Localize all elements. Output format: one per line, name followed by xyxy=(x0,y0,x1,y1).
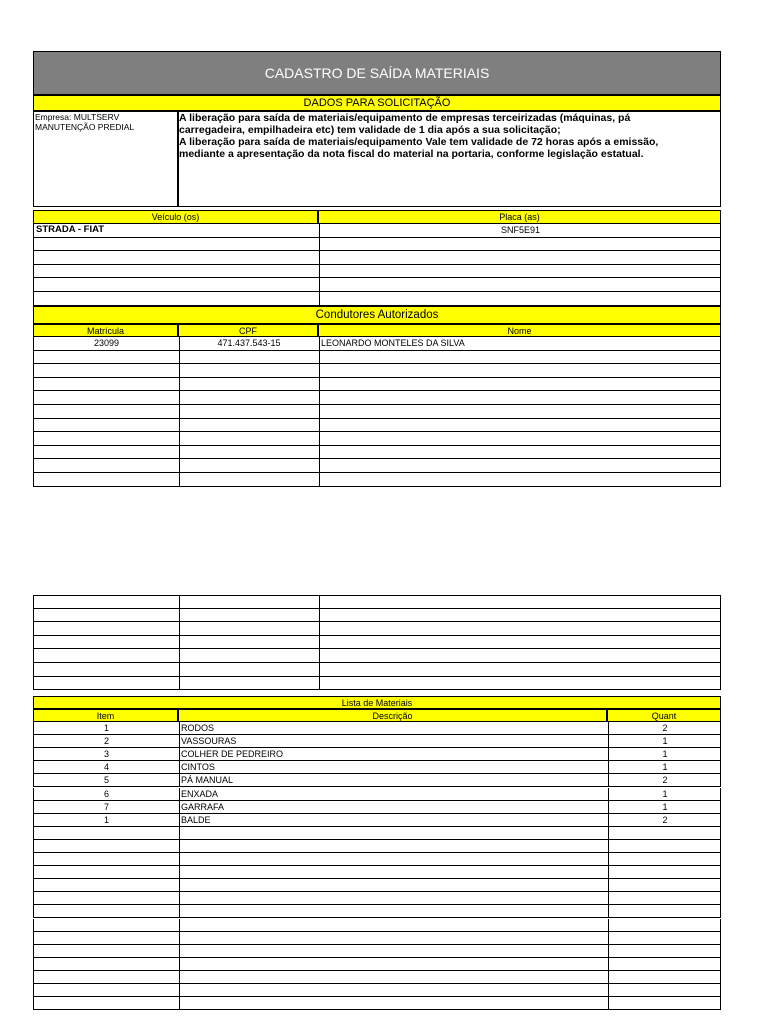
item-cell xyxy=(36,905,177,917)
material-row xyxy=(33,984,721,997)
description-cell: VASSOURAS xyxy=(181,736,237,747)
cpf-column-header: CPF xyxy=(178,324,318,337)
quantity-cell: 2 xyxy=(662,814,668,825)
material-row xyxy=(33,761,721,774)
item-cell xyxy=(36,932,177,944)
driver-row xyxy=(33,459,721,473)
blank-cell xyxy=(181,595,317,608)
name-cell xyxy=(321,473,720,486)
driver-row xyxy=(33,364,721,378)
cpf-cell xyxy=(181,405,317,418)
material-row xyxy=(33,722,721,735)
description-cell xyxy=(181,958,606,970)
blank-row xyxy=(33,595,721,609)
quantity-cell xyxy=(610,879,720,891)
driver-row xyxy=(33,405,721,419)
blank-row xyxy=(33,636,721,650)
material-row xyxy=(33,774,721,787)
item-cell xyxy=(36,827,177,839)
name-cell: LEONARDO MONTELES DA SILVA xyxy=(321,338,465,348)
description-cell xyxy=(181,905,606,917)
name-cell xyxy=(321,446,720,459)
item-cell: 2 xyxy=(103,736,109,747)
quantity-cell xyxy=(610,945,720,957)
blank-cell xyxy=(321,622,720,635)
registration-cell xyxy=(36,391,177,404)
blank-cell xyxy=(181,663,317,676)
vehicle-cell xyxy=(36,265,317,278)
item-cell xyxy=(36,866,177,878)
quantity-cell: 2 xyxy=(662,775,668,786)
description-cell xyxy=(181,892,606,904)
blank-cell xyxy=(321,636,720,649)
cpf-cell: 471.437.543-15 xyxy=(217,338,281,348)
cpf-cell xyxy=(181,391,317,404)
description-cell xyxy=(181,971,606,983)
item-cell: 1 xyxy=(103,814,109,825)
registration-cell xyxy=(36,446,177,459)
blank-cell xyxy=(36,649,177,662)
description-cell xyxy=(181,932,606,944)
vehicle-row xyxy=(33,251,721,265)
material-row xyxy=(33,892,721,905)
blank-cell xyxy=(321,609,720,622)
item-cell: 5 xyxy=(103,775,109,786)
item-cell: 3 xyxy=(103,749,109,760)
material-row xyxy=(33,788,721,801)
quantity-cell xyxy=(610,840,720,852)
plate-cell xyxy=(321,251,720,264)
blank-cell xyxy=(321,663,720,676)
material-row xyxy=(33,748,721,761)
driver-row xyxy=(33,419,721,433)
cpf-cell xyxy=(181,473,317,486)
vehicle-cell xyxy=(36,292,317,305)
item-cell xyxy=(36,984,177,996)
quantity-cell xyxy=(610,984,720,996)
description-cell: COLHER DE PEDREIRO xyxy=(181,749,284,760)
material-row xyxy=(33,997,721,1010)
vehicle-cell: STRADA - FIAT xyxy=(36,224,105,235)
item-cell xyxy=(36,958,177,970)
item-cell xyxy=(36,919,177,931)
description-cell: CINTOS xyxy=(181,762,215,773)
item-cell: 7 xyxy=(103,801,109,812)
blank-row xyxy=(33,649,721,663)
material-row xyxy=(33,840,721,853)
blank-cell xyxy=(181,609,317,622)
blank-row xyxy=(33,663,721,677)
item-cell: 6 xyxy=(103,788,109,799)
registration-cell xyxy=(36,364,177,377)
blank-cell xyxy=(36,663,177,676)
blank-cell xyxy=(181,677,317,690)
description-cell: ENXADA xyxy=(181,788,219,799)
quantity-column-header: Quant xyxy=(607,709,721,722)
plate-cell: SNF5E91 xyxy=(500,225,541,235)
material-row xyxy=(33,853,721,866)
description-cell xyxy=(181,840,606,852)
quantity-cell: 1 xyxy=(662,801,668,812)
company-label: Empresa: MULTSERV MANUTENÇÃO PREDIAL xyxy=(35,112,135,132)
quantity-cell: 1 xyxy=(662,749,668,760)
material-row xyxy=(33,801,721,814)
request-section-title: DADOS PARA SOLICITAÇÃO xyxy=(303,97,451,109)
material-row xyxy=(33,866,721,879)
cpf-cell xyxy=(181,364,317,377)
material-row xyxy=(33,971,721,984)
quantity-cell xyxy=(610,932,720,944)
description-cell xyxy=(181,997,606,1009)
cpf-cell xyxy=(181,446,317,459)
registration-column-header: Matrícula xyxy=(33,324,178,337)
material-row xyxy=(33,919,721,932)
blank-cell xyxy=(321,649,720,662)
material-row xyxy=(33,932,721,945)
description-cell: GARRAFA xyxy=(181,801,225,812)
registration-cell xyxy=(36,459,177,472)
cpf-cell xyxy=(181,432,317,445)
name-cell xyxy=(321,405,720,418)
cpf-cell xyxy=(181,378,317,391)
blank-cell xyxy=(36,677,177,690)
name-cell xyxy=(321,351,720,364)
cpf-cell xyxy=(181,351,317,364)
description-cell xyxy=(181,827,606,839)
quantity-cell xyxy=(610,866,720,878)
notice-line: A liberação para saída de materiais/equipamento de empresas terceirizadas (máquinas, pá xyxy=(179,112,631,124)
driver-row xyxy=(33,473,721,487)
quantity-cell xyxy=(610,958,720,970)
blank-cell xyxy=(181,636,317,649)
item-cell xyxy=(36,971,177,983)
blank-row xyxy=(33,609,721,623)
item-cell: 1 xyxy=(103,723,109,733)
registration-cell xyxy=(36,351,177,364)
drivers-section-title: Condutores Autorizados xyxy=(315,309,439,321)
quantity-cell xyxy=(610,892,720,904)
blank-cell xyxy=(181,622,317,635)
drivers-section-header xyxy=(33,306,721,324)
plate-column-header: Placa (as) xyxy=(318,210,721,224)
item-cell xyxy=(36,853,177,865)
item-cell xyxy=(36,840,177,852)
name-cell xyxy=(321,364,720,377)
driver-row xyxy=(33,432,721,446)
driver-row xyxy=(33,446,721,460)
description-cell xyxy=(181,919,606,931)
validity-notice xyxy=(179,112,719,160)
materials-section-header: Lista de Materiais xyxy=(33,696,721,709)
item-column-header: Item xyxy=(33,709,178,722)
notice-line: A liberação para saída de materiais/equipamento Vale tem validade de 72 horas após a emissão, xyxy=(179,136,659,148)
quantity-cell xyxy=(610,905,720,917)
item-cell xyxy=(36,997,177,1009)
material-row xyxy=(33,814,721,827)
blank-row xyxy=(33,622,721,636)
cpf-cell xyxy=(181,419,317,432)
name-cell xyxy=(321,419,720,432)
vehicle-cell xyxy=(36,238,317,251)
blank-row xyxy=(33,677,721,691)
notice-line: carregadeira, empilhadeira etc) tem validade de 1 dia após a sua solicitação; xyxy=(179,124,561,136)
vehicle-row xyxy=(33,224,721,238)
registration-cell xyxy=(36,473,177,486)
item-cell xyxy=(36,892,177,904)
registration-cell: 23099 xyxy=(93,338,120,348)
registration-cell xyxy=(36,405,177,418)
item-cell xyxy=(36,945,177,957)
vehicle-row xyxy=(33,238,721,252)
description-cell xyxy=(181,879,606,891)
quantity-cell xyxy=(610,971,720,983)
blank-cell xyxy=(36,622,177,635)
item-cell: 4 xyxy=(103,762,109,773)
plate-cell xyxy=(321,292,720,305)
blank-cell xyxy=(36,609,177,622)
quantity-cell: 2 xyxy=(662,723,668,733)
request-section-header xyxy=(33,95,721,111)
form-title-bar xyxy=(33,51,721,95)
blank-cell xyxy=(36,636,177,649)
material-row xyxy=(33,735,721,748)
description-cell xyxy=(181,853,606,865)
material-row xyxy=(33,879,721,892)
description-cell xyxy=(181,984,606,996)
quantity-cell: 1 xyxy=(662,762,668,773)
description-cell: PÁ MANUAL xyxy=(181,775,234,786)
registration-cell xyxy=(36,432,177,445)
registration-cell xyxy=(36,419,177,432)
vehicle-row xyxy=(33,265,721,279)
material-row xyxy=(33,827,721,840)
material-row xyxy=(33,958,721,971)
material-row xyxy=(33,945,721,958)
quantity-cell xyxy=(610,919,720,931)
vehicle-cell xyxy=(36,278,317,291)
name-column-header: Nome xyxy=(318,324,721,337)
driver-row xyxy=(33,378,721,392)
quantity-cell xyxy=(610,997,720,1009)
vehicle-column-header: Veículo (os) xyxy=(33,210,318,224)
quantity-cell: 1 xyxy=(662,788,668,799)
blank-cell xyxy=(181,649,317,662)
description-column-header: Descrição xyxy=(178,709,607,722)
name-cell xyxy=(321,432,720,445)
plate-cell xyxy=(321,265,720,278)
quantity-cell xyxy=(610,827,720,839)
description-cell: RODOS xyxy=(181,723,215,733)
quantity-cell xyxy=(610,853,720,865)
driver-row xyxy=(33,391,721,405)
driver-row xyxy=(33,351,721,365)
blank-cell xyxy=(321,677,720,690)
vehicle-cell xyxy=(36,251,317,264)
form-title: CADASTRO DE SAÍDA MATERIAIS xyxy=(264,65,490,81)
description-cell xyxy=(181,945,606,957)
vehicle-row xyxy=(33,292,721,306)
plate-cell xyxy=(321,238,720,251)
blank-cell xyxy=(321,595,720,608)
name-cell xyxy=(321,459,720,472)
material-row xyxy=(33,905,721,918)
item-cell xyxy=(36,879,177,891)
cpf-cell xyxy=(181,459,317,472)
plate-cell xyxy=(321,278,720,291)
quantity-cell: 1 xyxy=(662,736,668,747)
registration-cell xyxy=(36,378,177,391)
driver-row xyxy=(33,337,721,351)
name-cell xyxy=(321,391,720,404)
vehicle-row xyxy=(33,278,721,292)
description-cell xyxy=(181,866,606,878)
name-cell xyxy=(321,378,720,391)
blank-cell xyxy=(36,595,177,608)
description-cell: BALDE xyxy=(181,814,211,825)
notice-line: mediante a apresentação da nota fiscal do material na portaria, conforme legislação estatual. xyxy=(179,148,644,160)
